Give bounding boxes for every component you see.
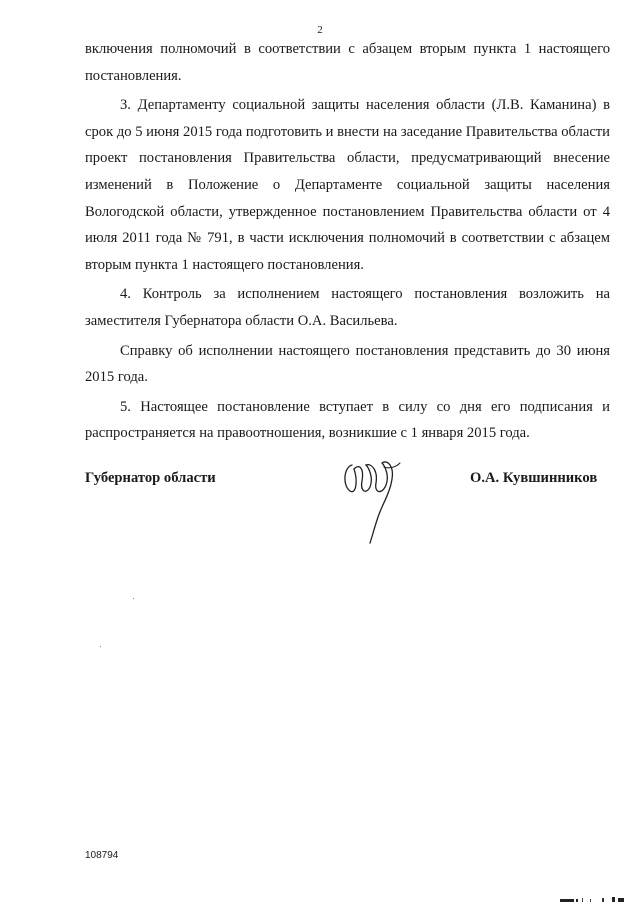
paragraph-continuation: включения полномочий в соответствии с абзацем вторым пункта 1 настоящего постановления. bbox=[85, 41, 610, 84]
signatory-name: О.А. Кувшинников bbox=[470, 470, 598, 486]
document-body bbox=[85, 36, 610, 447]
document-code: 108794 bbox=[85, 850, 119, 861]
signatory-title: Губернатор области bbox=[85, 470, 216, 486]
speck bbox=[133, 598, 134, 599]
paragraph-item-3: 3. Департаменту социальной защиты населения области (Л.В. Каманина) в срок до 5 июня 2015 года подготовить и внести на заседание Правительства области проект постановления Правительства области, предусматривающий внесение изменений в Положение о Департаменте социальной защиты населения Вологодской области, утвержденное постановлением Правительства области от 4 июля 2011 года № 791, в части исключения полномочий в соответствии с абзацем вторым пункта 1 настоящего постановления. bbox=[85, 97, 610, 273]
speck bbox=[100, 646, 101, 647]
page-number: 2 bbox=[317, 24, 323, 36]
paragraph-item-4: 4. Контроль за исполнением настоящего постановления возложить на заместителя Губернатора области О.А. Васильева. bbox=[85, 286, 610, 329]
paragraph-item-5: 5. Настоящее постановление вступает в силу со дня его подписания и распространяется на правоотношения, возникшие с 1 января 2015 года. bbox=[85, 398, 610, 442]
scan-marks bbox=[560, 897, 630, 903]
handwritten-signature bbox=[338, 455, 410, 547]
paragraph-report: Справку об исполнении настоящего постановления представить до 30 июня 2015 года. bbox=[85, 342, 610, 386]
